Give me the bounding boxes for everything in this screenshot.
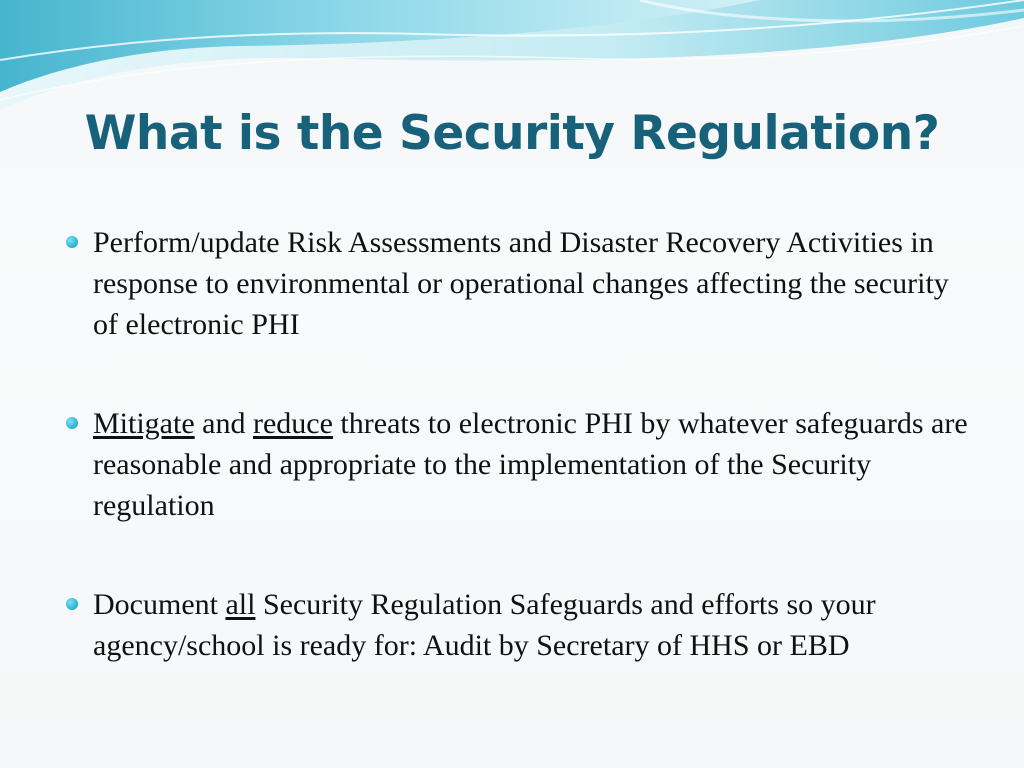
bullet-text: Document bbox=[93, 588, 226, 621]
bullet-text: Security Regulation Safeguards and efforts so your agency/school is ready for: Audit by Secretary of HHS or EBD bbox=[93, 588, 876, 662]
bullet-text: threats to electronic PHI by whatever safeguards are reasonable and appropriate to the implementation of the Security regulation bbox=[93, 407, 968, 522]
underlined-word: Mitigate bbox=[93, 407, 195, 440]
underlined-word: reduce bbox=[252, 407, 333, 440]
bullet-item bbox=[60, 584, 980, 666]
bullet-list bbox=[60, 222, 980, 724]
bullet-item bbox=[60, 222, 980, 345]
bullet-text: and bbox=[194, 407, 253, 440]
underlined-word: all bbox=[225, 588, 256, 621]
bullet-dot-icon bbox=[66, 236, 78, 248]
bullet-text: Perform/update Risk Assessments and Disaster Recovery Activities in response to environmental or operational changes affecting the security of electronic PHI bbox=[93, 226, 949, 341]
bullet-dot-icon bbox=[66, 417, 78, 429]
bullet-dot-icon bbox=[66, 598, 78, 610]
slide-title: What is the Security Regulation? bbox=[84, 106, 940, 161]
bullet-item bbox=[60, 403, 980, 526]
